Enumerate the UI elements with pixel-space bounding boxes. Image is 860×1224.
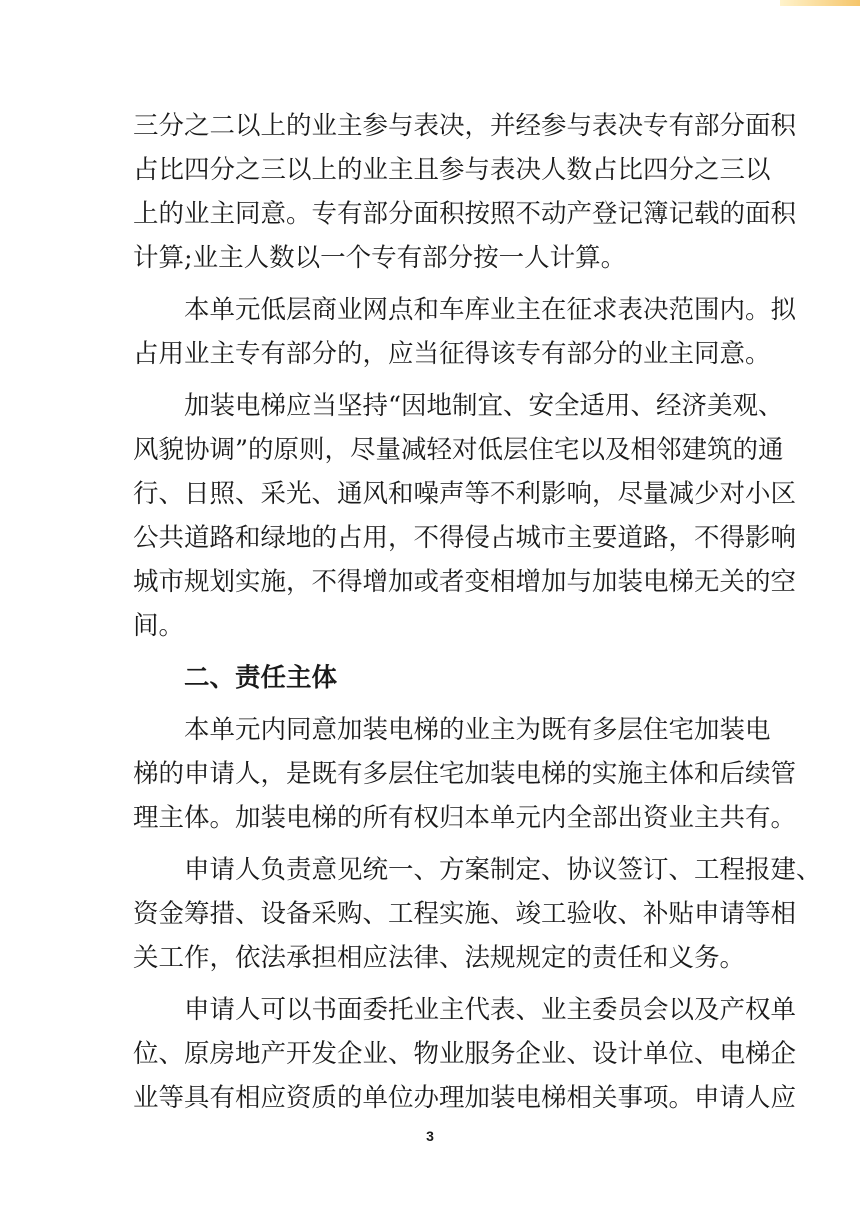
text-line: 占比四分之三以上的业主且参与表决人数占比四分之三以 xyxy=(133,155,771,185)
scan-corner-mark xyxy=(780,0,860,6)
text-line: 行、日照、采光、通风和噪声等不利影响，尽量减少对小区 xyxy=(133,479,797,509)
document-body xyxy=(133,104,822,1120)
text-line: 本单元内同意加装电梯的业主为既有多层住宅加装电 xyxy=(184,715,771,745)
paragraph xyxy=(133,988,797,1120)
text-line: 加装电梯应当坚持“因地制宜、安全适用、经济美观、 xyxy=(184,391,784,421)
text-line: 计算;业主人数以一个专有部分按一人计算。 xyxy=(133,243,627,273)
text-line: 资金筹措、设备采购、工程实施、竣工验收、补贴申请等相 xyxy=(133,899,797,929)
text-line: 公共道路和绿地的占用，不得侵占城市主要道路，不得影响 xyxy=(133,523,797,553)
text-line: 关工作，依法承担相应法律、法规规定的责任和义务。 xyxy=(133,943,746,973)
text-line: 本单元低层商业网点和车库业主在征求表决范围内。拟 xyxy=(184,295,797,325)
section-heading: 二、责任主体 xyxy=(184,663,338,693)
text-line: 位、原房地产开发企业、物业服务企业、设计单位、电梯企 xyxy=(133,1039,797,1069)
page-number: 3 xyxy=(426,1128,434,1144)
text-line: 间。 xyxy=(133,611,185,641)
paragraph xyxy=(133,104,797,280)
paragraph xyxy=(133,848,822,980)
paragraph xyxy=(133,708,797,840)
text-line: 理主体。加装电梯的所有权归本单元内全部出资业主共有。 xyxy=(133,803,797,833)
text-line: 业等具有相应资质的单位办理加装电梯相关事项。申请人应 xyxy=(133,1083,797,1113)
text-line: 申请人负责意见统一、方案制定、协议签订、工程报建、 xyxy=(184,855,822,885)
paragraph xyxy=(133,384,797,648)
text-line: 城市规划实施，不得增加或者变相增加与加装电梯无关的空 xyxy=(133,567,797,597)
text-line: 申请人可以书面委托业主代表、业主委员会以及产权单 xyxy=(184,995,797,1025)
text-line: 上的业主同意。专有部分面积按照不动产登记簿记载的面积 xyxy=(133,199,797,229)
text-line: 梯的申请人，是既有多层住宅加装电梯的实施主体和后续管 xyxy=(133,759,797,789)
text-line: 风貌协调”的原则，尽量减轻对低层住宅以及相邻建筑的通 xyxy=(133,435,784,465)
paragraph xyxy=(133,288,797,376)
text-line: 占用业主专有部分的，应当征得该专有部分的业主同意。 xyxy=(133,339,771,369)
text-line: 三分之二以上的业主参与表决，并经参与表决专有部分面积 xyxy=(133,111,797,141)
